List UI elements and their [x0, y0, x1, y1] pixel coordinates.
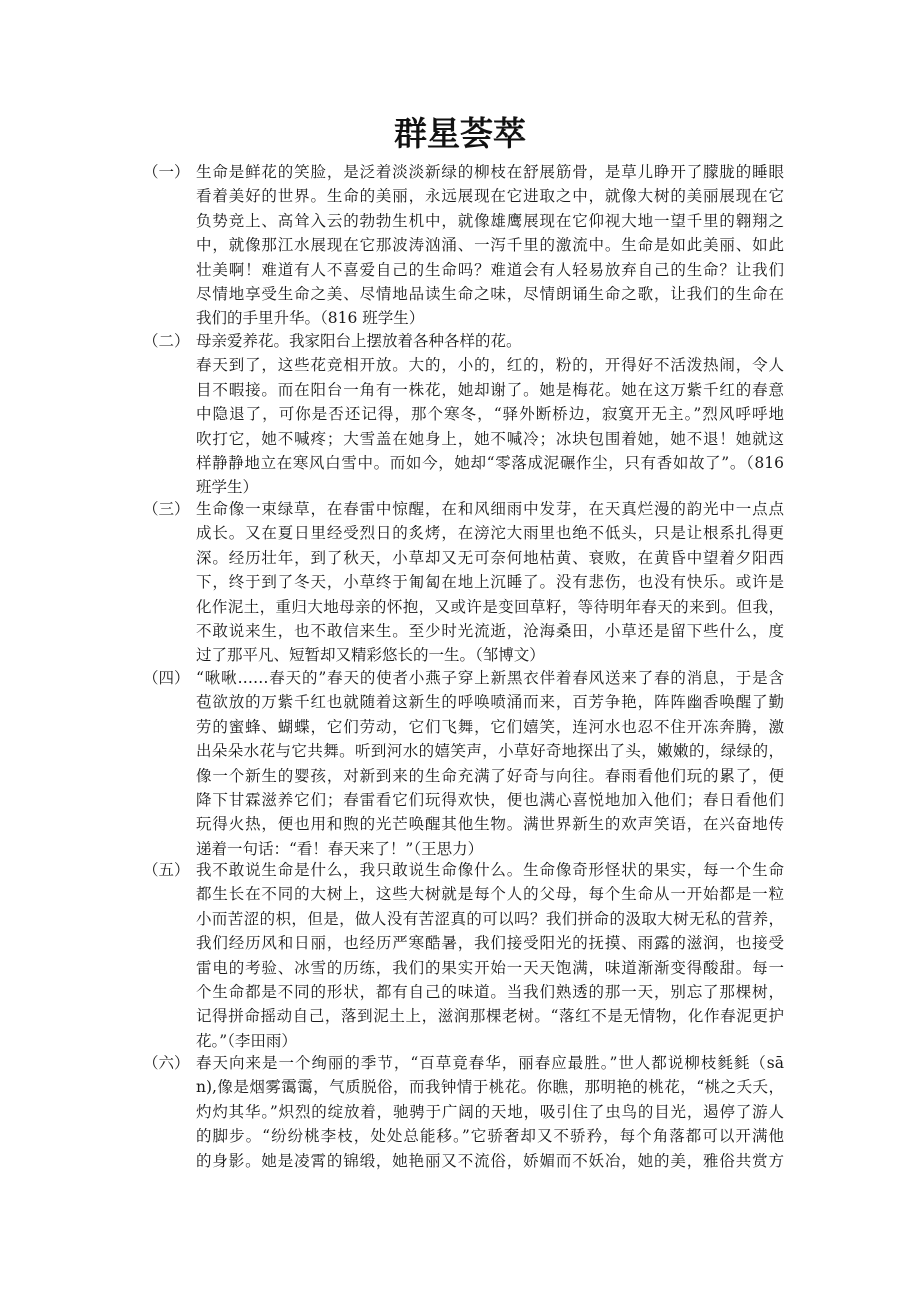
text-line: 壮美啊！难道有人不喜爱自己的生命吗？难道会有人轻易放弃自己的生命？让我们 [196, 260, 784, 279]
text-line: 深。经历壮年，到了秋天，小草却又无可奈何地枯黄、衰败，在黄昏中望着夕阳西 [196, 548, 784, 567]
section-body [196, 497, 784, 668]
text-line: 玩得火热，便也用和煦的光芒唤醒其他生物。满世界新生的欢声笑语，在兴奋地传 [196, 815, 784, 834]
text-line: 出朵朵水花与它共舞。听到河水的嬉笑声，小草好奇地探出了头，嫩嫩的，绿绿的， [196, 742, 784, 761]
text-line: 负势竞上、高耸入云的勃勃生机中，就像雄鹰展现在它仰视大地一望千里的翱翔之 [196, 211, 784, 230]
section-label: （三） [143, 500, 190, 518]
section-body [196, 160, 784, 331]
section-label: （五） [143, 861, 190, 879]
text-line: 化作泥土，重归大地母亲的怀抱，又或许是变回草籽，等待明年春天的来到。但我， [196, 597, 784, 616]
text-line: 班学生） [196, 478, 259, 497]
section-label: （一） [143, 163, 190, 181]
text-line: 不敢说来生，也不敢信来生。至少时光流逝，沧海桑田，小草还是留下些什么，度 [196, 621, 784, 640]
text-line: 递着一句话：“看！春天来了！”（王思力） [196, 839, 484, 858]
text-line: 小而苦涩的枳，但是，做人没有苦涩真的可以吗？我们拼命的汲取大树无私的营养， [196, 909, 784, 928]
text-line: 过了那平凡、短暂却又精彩悠长的一生。（邹博文） [196, 646, 545, 665]
text-line: 生命像一束绿草，在春雷中惊醒，在和风细雨中发芽，在天真烂漫的韵光中一点点 [196, 500, 784, 518]
section-body [196, 1051, 784, 1173]
text-line: 灼灼其华。”炽烈的绽放着，驰骋于广阔的天地，吸引住了虫鸟的目光，遏停了游人 [196, 1102, 784, 1121]
text-line: 花。”（李田雨） [196, 1031, 297, 1050]
text-line: 我们经历风和日丽，也经历严寒酷暑，我们接受阳光的抚摸、雨露的滋润，也接受 [196, 934, 784, 953]
text-line: 我不敢说生命是什么，我只敢说生命像什么。生命像奇形怪状的果实，每一个生命 [196, 861, 784, 879]
text-line: 雷电的考验、冰雪的历练，我们的果实开始一天天饱满，味道渐渐变得酸甜。每一 [196, 958, 784, 977]
text-line: 都生长在不同的大树上，这些大树就是每个人的父母，每个生命从一开始都是一粒 [196, 885, 784, 904]
text-line: 春天到了，这些花竞相开放。大的，小的，红的，粉的，开得好不活泼热闹，令人 [196, 356, 784, 375]
text-line: 样静静地立在寒风白雪中。而如今，她却“零落成泥碾作尘，只有香如故了”。（816 [196, 453, 784, 472]
text-line: 下，终于到了冬天，小草终于匍匐在地上沉睡了。没有悲伤，也没有快乐。或许是 [196, 573, 784, 592]
section-body [196, 666, 784, 861]
text-line: 的身影。她是凌霄的锦缎，她艳丽又不流俗，娇媚而不妖冶，她的美，雅俗共赏方 [196, 1151, 784, 1170]
section-body [196, 858, 784, 1053]
text-line: 劳的蜜蜂、蝴蝶，它们劳动，它们飞舞，它们嬉笑，连河水也忍不住开冻奔腾，激 [196, 717, 784, 736]
section-label: （六） [143, 1054, 190, 1072]
section-body [196, 329, 784, 500]
text-line: 降下甘霖滋养它们；春雷看它们玩得欢快，便也满心喜悦地加入他们；春日看他们 [196, 790, 784, 809]
text-line: 苞欲放的万紫千红也就随着这新生的呼唤喷涌而来，百芳争艳，阵阵幽香唤醒了勤 [196, 693, 784, 712]
text-line: n),像是烟雾霭霭，气质脱俗，而我钟情于桃花。你瞧，那明艳的桃花，“桃之夭夭， [196, 1078, 784, 1097]
text-line: 生命是鲜花的笑脸，是泛着淡淡新绿的柳枝在舒展筋骨，是草儿睁开了朦胧的睡眼 [196, 163, 784, 181]
text-line: 记得拼命摇动自己，落到泥土上，滋润那棵老树。“落红不是无情物，化作春泥更护 [196, 1007, 784, 1026]
page-title: 群星荟萃 [394, 114, 526, 153]
text-line: 我们的手里升华。（816 班学生） [196, 309, 425, 328]
section-label: （四） [143, 669, 190, 687]
text-line: 看着美好的世界。生命的美丽，永远展现在它进取之中，就像大树的美丽展现在它 [196, 187, 784, 206]
text-line: 的脚步。“纷纷桃李枝，处处总能移。”它骄奢却又不骄矜，每个角落都可以开满他 [196, 1127, 784, 1146]
text-line: 母亲爱养花。我家阳台上摆放着各种各样的花。 [196, 332, 522, 350]
text-line: 中隐退了，可你是否还记得，那个寒冬，“驿外断桥边，寂寞开无主。”烈风呼呼地 [196, 405, 784, 424]
text-line: 像一个新生的婴孩，对新到来的生命充满了好奇与向往。春雨看他们玩的累了，便 [196, 766, 784, 785]
text-line: 中，就像那江水展现在它那波涛汹涌、一泻千里的激流中。生命是如此美丽、如此 [196, 236, 784, 255]
text-line: 春天向来是一个绚丽的季节，“百草竟春华，丽春应最胜。”世人都说柳枝毵毵（sā [196, 1054, 784, 1072]
text-line: 成长。又在夏日里经受烈日的炙烤，在滂沱大雨里也绝不低头，只是让根系扎得更 [196, 524, 784, 543]
text-line: 个生命都是不同的形状，都有自己的味道。当我们熟透的那一天，别忘了那棵树， [196, 982, 784, 1001]
text-line: “啾啾……春天的”春天的使者小燕子穿上新黑衣伴着春风送来了春的消息，于是含 [196, 669, 784, 687]
text-line: 尽情地享受生命之美、尽情地品读生命之味，尽情朗诵生命之歌，让我们的生命在 [196, 284, 784, 303]
text-line: 吹打它，她不喊疼；大雪盖在她身上，她不喊冷；冰块包围着她，她不退！她就这 [196, 429, 784, 448]
text-line: 目不暇接。而在阳台一角有一株花，她却谢了。她是梅花。她在这万紫千红的春意 [196, 380, 784, 399]
section-label: （二） [143, 332, 190, 350]
